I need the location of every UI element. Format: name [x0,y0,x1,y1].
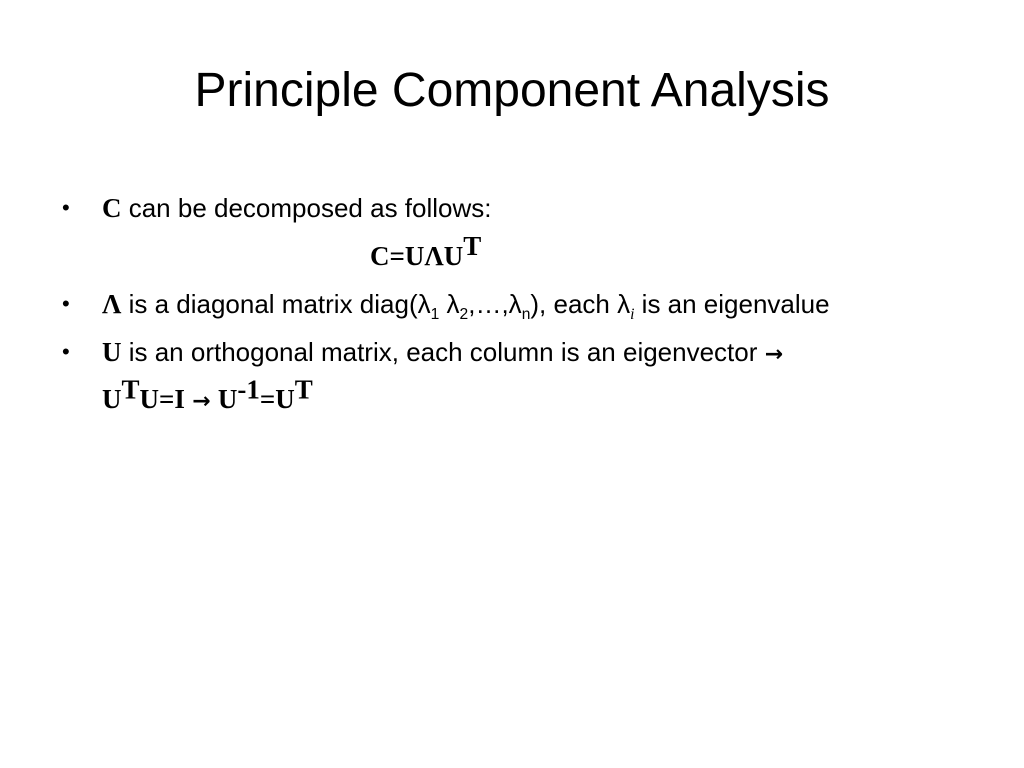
bullet-text-b: λ [439,289,460,319]
matrix-symbol-c: C [102,193,122,223]
sub-n: n [521,306,531,324]
bullet-item-1 [58,184,998,232]
u-symbol: U [102,384,122,414]
decomposition-equation [58,232,998,280]
equation-sup: T [463,231,482,261]
u-symbol: U [217,384,238,414]
identity-eq: U=I [139,384,185,414]
bullet-dot: • [62,339,70,364]
bullet-text-c: ,…,λ [468,289,522,319]
bullet-text-d: ), each λ [530,289,631,319]
equation-main: C=UΛU [370,241,464,271]
bullet-list [58,184,998,422]
inverse-eq: =U [259,384,295,414]
matrix-symbol-u: U [102,337,122,367]
sub-1: 1 [430,306,440,324]
sub-2: 2 [459,306,469,324]
sub-i: i [630,306,635,324]
right-arrow-icon: → [764,342,784,367]
u-transpose-sup: T [294,374,313,405]
bullet-text: can be decomposed as follows: [121,193,492,223]
u-transpose-sup: T [121,374,140,405]
bullet-item-2 [58,280,998,328]
bullet-item-3 [58,328,998,422]
bullet-dot: • [62,195,70,220]
u-inverse-sup: -1 [237,374,260,405]
bullet-text-e: is an eigenvalue [634,289,830,319]
bullet-text-a: is a diagonal matrix diag(λ [121,289,431,319]
right-arrow-icon: → [192,389,211,414]
slide-title: Principle Component Analysis [194,64,830,117]
matrix-symbol-lambda: Λ [102,289,122,319]
bullet-text: is an orthogonal matrix, each column is an eigenvector [121,337,765,367]
orthogonality-line [102,374,998,422]
bullet-dot: • [62,291,70,316]
